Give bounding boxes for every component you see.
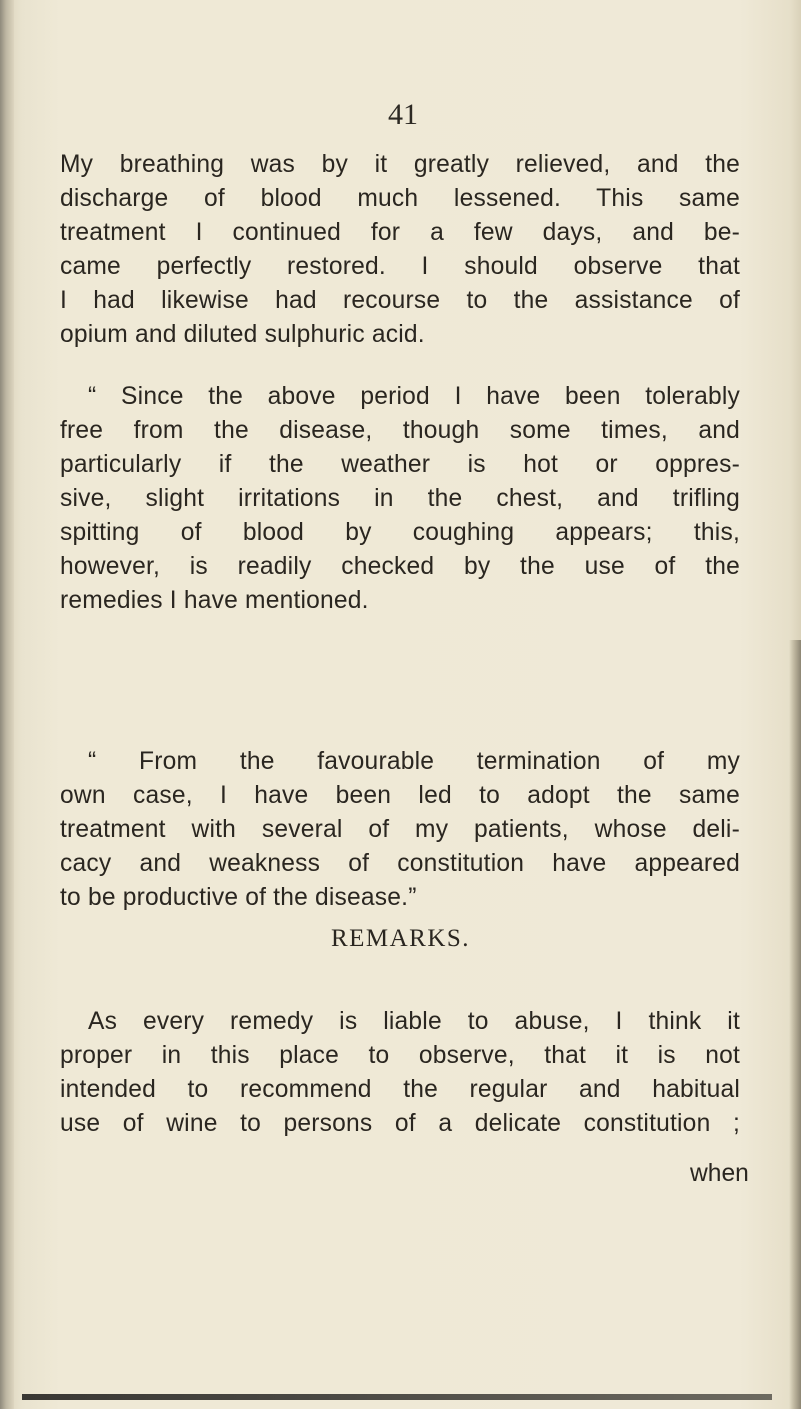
text-line: own case, I have been led to adopt the same xyxy=(60,782,740,809)
text-line: “ Since the above period I have been tolerably xyxy=(88,383,740,410)
text-line: “ From the favourable termination of my xyxy=(88,748,740,775)
text-line: intended to recommend the regular and habitual xyxy=(60,1076,740,1103)
text-line: free from the disease, though some times, and xyxy=(60,417,740,444)
text-line: particularly if the weather is hot or oppres- xyxy=(60,451,740,478)
text-line: came perfectly restored. I should observe that xyxy=(60,253,740,280)
paragraph-2 xyxy=(60,380,740,618)
text-line: remedies I have mentioned. xyxy=(60,587,369,614)
page-number: 41 xyxy=(388,98,418,131)
catchword: when xyxy=(690,1160,749,1187)
page-spine-shadow xyxy=(0,0,14,1409)
text-line: As every remedy is liable to abuse, I think it xyxy=(88,1008,740,1035)
paragraph-3 xyxy=(60,745,740,915)
paragraph-1 xyxy=(60,148,740,352)
text-line: cacy and weakness of constitution have appeared xyxy=(60,850,740,877)
section-heading: REMARKS. xyxy=(330,925,471,952)
text-line: My breathing was by it greatly relieved, and the xyxy=(60,151,740,178)
paragraph-4 xyxy=(60,1005,740,1141)
text-line: proper in this place to observe, that it is not xyxy=(60,1042,740,1069)
text-line: treatment I continued for a few days, and be- xyxy=(60,219,740,246)
bottom-edge-rule xyxy=(22,1394,772,1400)
text-line: I had likewise had recourse to the assistance of xyxy=(60,287,740,314)
text-line: spitting of blood by coughing appears; this, xyxy=(60,519,740,546)
text-line: to be productive of the disease.” xyxy=(60,884,417,911)
text-line: discharge of blood much lessened. This same xyxy=(60,185,740,212)
text-line: treatment with several of my patients, whose deli- xyxy=(60,816,740,843)
text-line: sive, slight irritations in the chest, and trifling xyxy=(60,485,740,512)
text-line: however, is readily checked by the use of the xyxy=(60,553,740,580)
text-line: opium and diluted sulphuric acid. xyxy=(60,321,425,348)
page-edge-shadow xyxy=(789,640,801,1409)
text-line: use of wine to persons of a delicate constitution ; xyxy=(60,1110,740,1137)
